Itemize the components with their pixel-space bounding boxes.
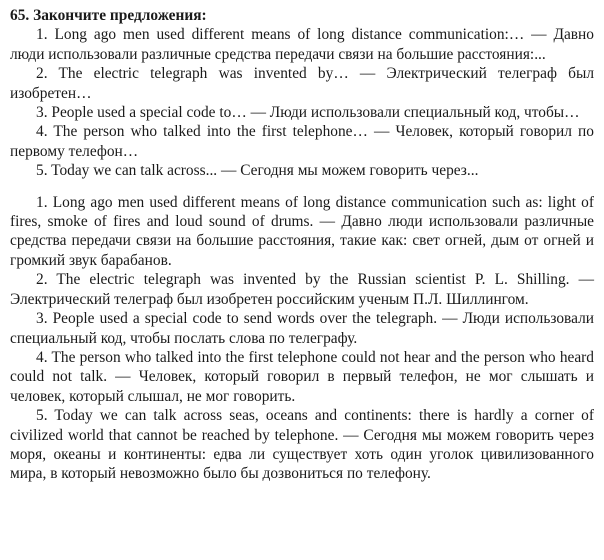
answer-item-5 <box>10 406 594 484</box>
answer-list <box>10 193 594 484</box>
task-number: 2. <box>36 65 48 83</box>
answer-text: Long ago men used different means of long distance communication such as: light of fires, smoke of fires and loud sound of drums. — Давно люди использовали различные средства передачи связи на большие расстояния, такие как: свет огней, дым от огней и громкий звук барабанов. <box>10 193 594 269</box>
task-number: 3. <box>36 104 48 122</box>
answer-number: 5. <box>36 407 48 425</box>
answer-number: 1. <box>36 193 48 211</box>
exercise-heading: 65. Закончите предложения: <box>10 7 207 24</box>
task-number: 5. <box>36 162 48 180</box>
answer-item-2 <box>10 270 594 309</box>
task-number: 4. <box>36 123 48 141</box>
answer-text: Today we can talk across seas, oceans and continents: there is hardly a corner of civilized world that cannot be reached by telephone. — Сегодня мы можем говорить через моря, океаны и континенты: едва ли существует хоть один уголок цивилизованного мира, в который невозможно было бы дозвониться по телефону. <box>10 407 594 483</box>
answer-number: 3. <box>36 310 48 328</box>
answer-item-4 <box>10 348 594 406</box>
answer-text: The person who talked into the first telephone could not hear and the person who heard could not talk. — Человек, который говорил в первый телефон, не мог слышать и человек, который слышал, не мог говорить. <box>10 348 595 405</box>
task-number: 1. <box>36 26 48 44</box>
answer-number: 4. <box>36 348 48 366</box>
task-item-2 <box>10 64 594 103</box>
task-text: The electric telegraph was invented by… — Электрический телеграф был изобретен… <box>10 65 594 102</box>
answer-item-3 <box>10 309 594 348</box>
task-item-4 <box>10 122 594 161</box>
task-text: Today we can talk across... — Сегодня мы можем говорить через... <box>51 162 479 180</box>
answer-item-1 <box>10 193 594 271</box>
task-text: People used a special code to… — Люди использовали специальный код, чтобы… <box>51 104 580 122</box>
answer-text: People used a special code to send words over the telegraph. — Люди использовали специальный код, чтобы послать слова по телеграфу. <box>10 310 594 347</box>
answer-number: 2. <box>36 271 48 289</box>
task-text: Long ago men used different means of long distance communication:… — Давно люди использовали различные средства передачи связи на большие расстояния:... <box>10 26 594 63</box>
task-item-3 <box>10 103 594 122</box>
answer-text: The electric telegraph was invented by the Russian scientist P. L. Shilling. — Электрический телеграф был изобретен российским ученым П.Л. Шиллингом. <box>10 271 594 308</box>
task-list <box>10 25 594 180</box>
task-item-5 <box>10 161 594 180</box>
task-text: The person who talked into the first telephone… — Человек, который говорил по первому телефон… <box>10 123 594 160</box>
task-item-1 <box>10 25 594 64</box>
